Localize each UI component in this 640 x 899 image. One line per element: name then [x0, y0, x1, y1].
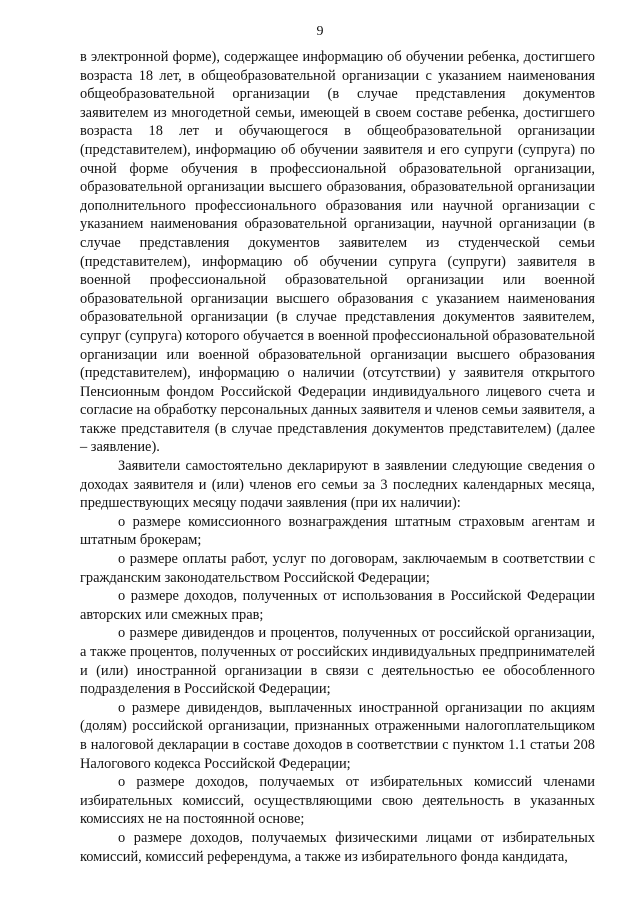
page-number: 9 — [316, 24, 324, 39]
paragraph-foreign-dividends: о размере дивидендов, выплаченных иностранной организации по акциям (долям) российской организации, признанных отраженными налогоплательщиком в налоговой декларации в составе доходов в соответствии с пунктом 1.1 статьи 208 Налогового кодекса Российской Федерации; — [80, 699, 595, 772]
paragraph-income-declaration: Заявители самостоятельно декларируют в заявлении следующие сведения о доходах заявителя и (или) членов его семьи за 3 последних календарных месяца, предшествующих месяцу подачи заявления (при их наличии): — [80, 458, 595, 512]
paragraph-copyright-income: о размере доходов, полученных от использования в Российской Федерации авторских или смежных прав; — [80, 588, 595, 623]
paragraph-election-commission-income: о размере доходов, получаемых физическими лицами от избирательных комиссий, комиссий референдума, а также из избирательного фонда кандидата, — [80, 829, 595, 865]
paragraph-commission-remuneration: о размере комиссионного вознаграждения штатным страховым агентам и штатным брокерам; — [80, 513, 595, 549]
paragraph-dividends-interest: о размере дивидендов и процентов, полученных от российской организации, а также процентов, полученных от российских индивидуальных предпринимателей и (или) иностранной организации в связи с деятельностью ее обособленного подразделения в Российской Федерации; — [80, 625, 595, 698]
paragraph-payment-for-services: о размере оплаты работ, услуг по договорам, заключаемым в соответствии с гражданским законодательством Российской Федерации; — [80, 551, 595, 586]
document-body — [80, 48, 595, 866]
paragraph-application-content: в электронной форме), содержащее информацию об обучении ребенка, достигшего возраста 18 лет, в общеобразовательной организации с указанием наименования общеобразовательной организации (в случае представления документов заявителем из многодетной семьи, имеющей в своем составе ребенка, достигшего возраста 18 лет и обучающегося в общеобразовательной организации (представителем), информацию об обучении заявителя и его супруги (супруга) по очной форме обучения в профессиональной образовательной организации, образовательной организации высшего образования, образовательной организации дополнительного профессионального образования или научной организации с указанием наименования образовательной организации, научной организации (в случае представления документов заявителем из студенческой семьи (представителем), информацию об обучении супруга (супруги) заявителя в военной профессиональной образовательной организации или военной образовательной организации высшего образования с указанием наименования образовательной организации (в случае представления документов заявителем, супруг (супруга) которого обучается в военной профессиональной образовательной организации или военной образовательной организации высшего образования (представителем), информацию о наличии (отсутствии) у заявителя открытого Пенсионным фондом Российской Федерации индивидуального лицевого счета и согласие на обработку персональных данных заявителя и членов семьи заявителя, а также представителя (в случае представления документов представителем) (далее – заявление). — [80, 49, 595, 456]
paragraph-election-commission-members: о размере доходов, получаемых от избирательных комиссий членами избирательных комиссий, осуществляющими свою деятельность в указанных комиссиях не на постоянной основе; — [80, 774, 595, 828]
